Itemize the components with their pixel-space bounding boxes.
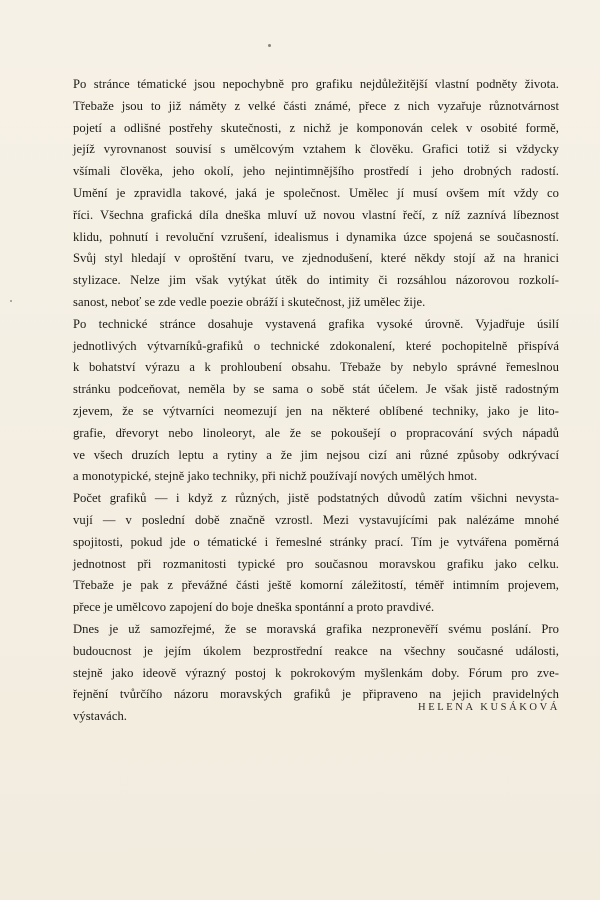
- text-line: stylizace. Nelze jim však vytýkat útěk do intimity či rozsáhlou názorovou rozkolí-: [73, 273, 559, 288]
- page-speck-left: [10, 300, 12, 302]
- text-line: jednotnost při rozmanitosti typické pro současnou moravskou grafiku jako celku.: [73, 556, 559, 571]
- text-line: jejíž vyrovnanost souvisí s umělcovým vztahem k člověku. Grafici totiž si vždycky: [73, 142, 559, 157]
- text-line: říci. Všechna grafická díla dneška mluví už novou vlastní řečí, z níž zaznívá líbeznost: [73, 207, 559, 222]
- text-line: klidu, pohnutí i revoluční vzrušení, idealismus i dynamika úzce spojená se současností.: [73, 229, 559, 244]
- text-line: Třebaže jsou to již náměty z velké části známé, přece z nich vyzařuje různotvárnost: [73, 98, 559, 113]
- text-line: Umění je zpravidla takové, jaká je společnost. Umělec jí musí ovšem mít vždy co: [73, 185, 559, 200]
- text-line: pojetí a odlišné postřehy skutečnosti, z nichž je komponován celek v osobité formě,: [73, 120, 559, 135]
- text-line: Svůj styl hledají v oproštění tvaru, ve zjednodušení, které někdy stojí až na hranici: [73, 251, 559, 266]
- text-line: sanost, neboť se zde vedle poezie obráží i skutečnost, již umělec žije.: [73, 294, 426, 309]
- text-line: a monotypické, stejně jako techniky, při nichž používají nových umělých hmot.: [73, 469, 478, 484]
- text-line: budoucnost je jejím úkolem bezprostřední reakce na všechny současné události,: [73, 643, 559, 658]
- text-line: ve všech druzích leptu a rytiny a že jim nejsou cizí ani různé způsoby odkrývací: [73, 447, 559, 462]
- text-line: spojitosti, pokud jde o tématické i řemeslné stránky prací. Tím je vytvářena poměrná: [73, 534, 559, 549]
- text-line: Třebaže je pak z převážné části ještě komorní záležitostí, téměř intimním projevem,: [73, 578, 559, 593]
- author-signature: HELENA KUSÁKOVÁ: [418, 702, 560, 713]
- text-line: jednotlivých výtvarníků-grafiků o technické zdokonalení, které pochopitelně přispívá: [73, 338, 559, 353]
- text-line: výstavách.: [73, 709, 128, 724]
- text-line: Po stránce tématické jsou nepochybně pro grafiku nejdůležitější vlastní podněty života.: [73, 77, 559, 91]
- text-line: stránku podceňovat, neměla by se sama o sobě stát účelem. Je však jistě radostným: [73, 382, 559, 397]
- text-line: stejně jako ideově výrazný postoj k pokrokovým myšlenkám doby. Fórum pro zve-: [73, 665, 559, 680]
- page-speck-top: [268, 44, 271, 47]
- text-line: Počet grafiků — i když z různých, jistě podstatných důvodů zatím všichni nevysta-: [73, 491, 559, 506]
- text-line: přece je umělcovo zapojení do boje dneška spontánní a proto pravdivé.: [73, 600, 435, 615]
- article-text: [73, 74, 559, 728]
- text-line: k bohatství výrazu a k prohloubení obsahu. Třebaže by nebylo správné řemeslnou: [73, 360, 559, 375]
- text-line: Dnes je už samozřejmé, že se moravská grafika nezpronevěří svému poslání. Pro: [73, 621, 559, 636]
- text-line: zjevem, že se výtvarníci neomezují jen na některé oblíbené techniky, jako je lito-: [73, 403, 559, 418]
- text-line: Po technické stránce dosahuje vystavená grafika vysoké úrovně. Vyjadřuje úsilí: [73, 316, 559, 331]
- text-line: vují — v poslední době značně vzrostl. Mezi vystavujícími pak nalézáme mnohé: [73, 512, 559, 527]
- text-line: řejnění tvůrčího názoru moravských grafiků je připraveno na jejich pravidelných: [73, 687, 559, 702]
- text-line: všímali člověka, jeho okolí, jeho nejintimnějšího prostředí i jeho drobných radostí.: [73, 164, 559, 179]
- text-line: grafie, dřevoryt nebo linoleoryt, ale že se pokoušejí o propracování svých nápadů: [73, 425, 559, 440]
